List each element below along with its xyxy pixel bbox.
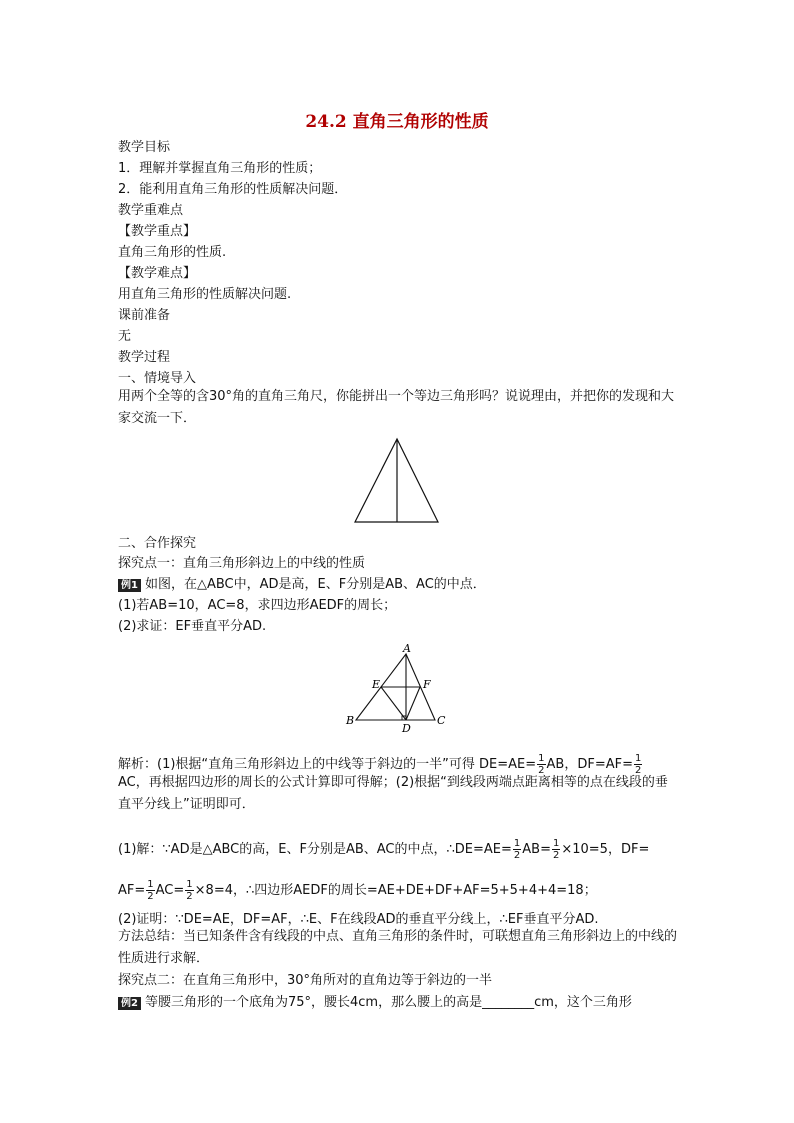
keypoint-text: 直角三角形的性质.	[118, 245, 227, 260]
method-summary: 方法总结：当已知条件含有线段的中点、直角三角形的条件时，可联想直角三角形斜边上的中线的性质进行求解．	[118, 929, 678, 966]
example-2-badge: 例2	[118, 997, 141, 1010]
fraction-half: $\frac{1}{2}$	[186, 879, 193, 902]
subheading-intro: 一、情境导入	[118, 371, 197, 386]
intro-paragraph: 用两个全等的含30°角的直角三角尺，你能拼出一个等边三角形吗？说说理由，并把你的发现和大家交流一下．	[118, 389, 675, 426]
label-a: A	[403, 642, 411, 655]
label-e: E	[372, 678, 381, 691]
analysis-text-2: AB，DF=AF=	[546, 757, 633, 772]
solution-line-2: AF= $\frac{1}{2}$ AC= $\frac{1}{2}$ ×8=4，∴四边形AEDF的周长=AE+DE+DF+AF=5+5+4+4=18；	[118, 879, 597, 902]
solution-line-1: (1)解：∵AD是△ABC的高，E、F分别是AB、AC的中点，∴DE=AE= $\frac{1}{2}$ AB= $\frac{1}{2}$ ×10=5，DF=	[118, 838, 650, 861]
figure-triangle-abc	[342, 642, 452, 734]
preparation-text: 无	[118, 329, 132, 344]
example-1-badge: 例1	[118, 579, 141, 592]
objective-1: 1．理解并掌握直角三角形的性质；	[118, 161, 322, 176]
analysis-text-1: 解析：(1)根据“直角三角形斜边上的中线等于斜边的一半”可得 DE=AE=	[118, 757, 537, 772]
example-1-part-2: (2)求证：EF垂直平分AD.	[118, 619, 267, 634]
segment-ed	[381, 687, 406, 720]
section-heading-objectives: 教学目标	[118, 140, 171, 155]
fraction-half: $\frac{1}{2}$	[538, 753, 545, 776]
fraction-half: $\frac{1}{2}$	[552, 838, 560, 861]
label-d: D	[402, 722, 411, 734]
analysis-line-2: AC，再根据四边形的周长的公式计算即可得解；(2)根据“到线段两端点距离相等的点在线段的垂直平分线上”证明即可．	[118, 775, 668, 812]
example-1-line	[118, 577, 486, 593]
figure-equilateral-triangle	[352, 436, 442, 526]
example-1-text: 如图，在△ABC中，AD是高，E、F分别是AB、AC的中点．	[144, 577, 486, 592]
difficulty-text: 用直角三角形的性质解决问题.	[118, 287, 292, 302]
section-heading-keypoints: 教学重难点	[118, 203, 184, 218]
section-heading-process: 教学过程	[118, 350, 171, 365]
difficulty-label: 【教学难点】	[118, 266, 197, 281]
segment-fd	[406, 687, 420, 720]
fraction-half: $\frac{1}{2}$	[634, 753, 642, 776]
fraction-half: $\frac{1}{2}$	[147, 879, 154, 902]
label-c: C	[437, 714, 446, 727]
example-1-part-1: (1)若AB=10，AC=8，求四边形AEDF的周长；	[118, 598, 397, 613]
keypoint-label: 【教学重点】	[118, 224, 197, 239]
explore-point-1: 探究点一：直角三角形斜边上的中线的性质	[118, 556, 366, 571]
subheading-cooperation: 二、合作探究	[118, 536, 197, 551]
objective-2: 2．能利用直角三角形的性质解决问题．	[118, 182, 348, 197]
section-heading-preparation: 课前准备	[118, 308, 171, 323]
label-b: B	[346, 714, 355, 727]
explore-point-2: 探究点二：在直角三角形中，30°角所对的直角边等于斜边的一半	[118, 973, 493, 988]
label-f: F	[423, 678, 431, 691]
example-2-line	[118, 995, 632, 1011]
fraction-half: $\frac{1}{2}$	[513, 838, 521, 861]
page-title: 24.2 直角三角形的性质	[305, 112, 489, 132]
example-2-text: 等腰三角形的一个底角为75°，腰长4cm，那么腰上的高是________cm，这个三角形	[144, 995, 632, 1010]
proof-line: (2)证明：∵DE=AE，DF=AF，∴E、F在线段AD的垂直平分线上，∴EF垂直平分AD.	[118, 912, 599, 927]
